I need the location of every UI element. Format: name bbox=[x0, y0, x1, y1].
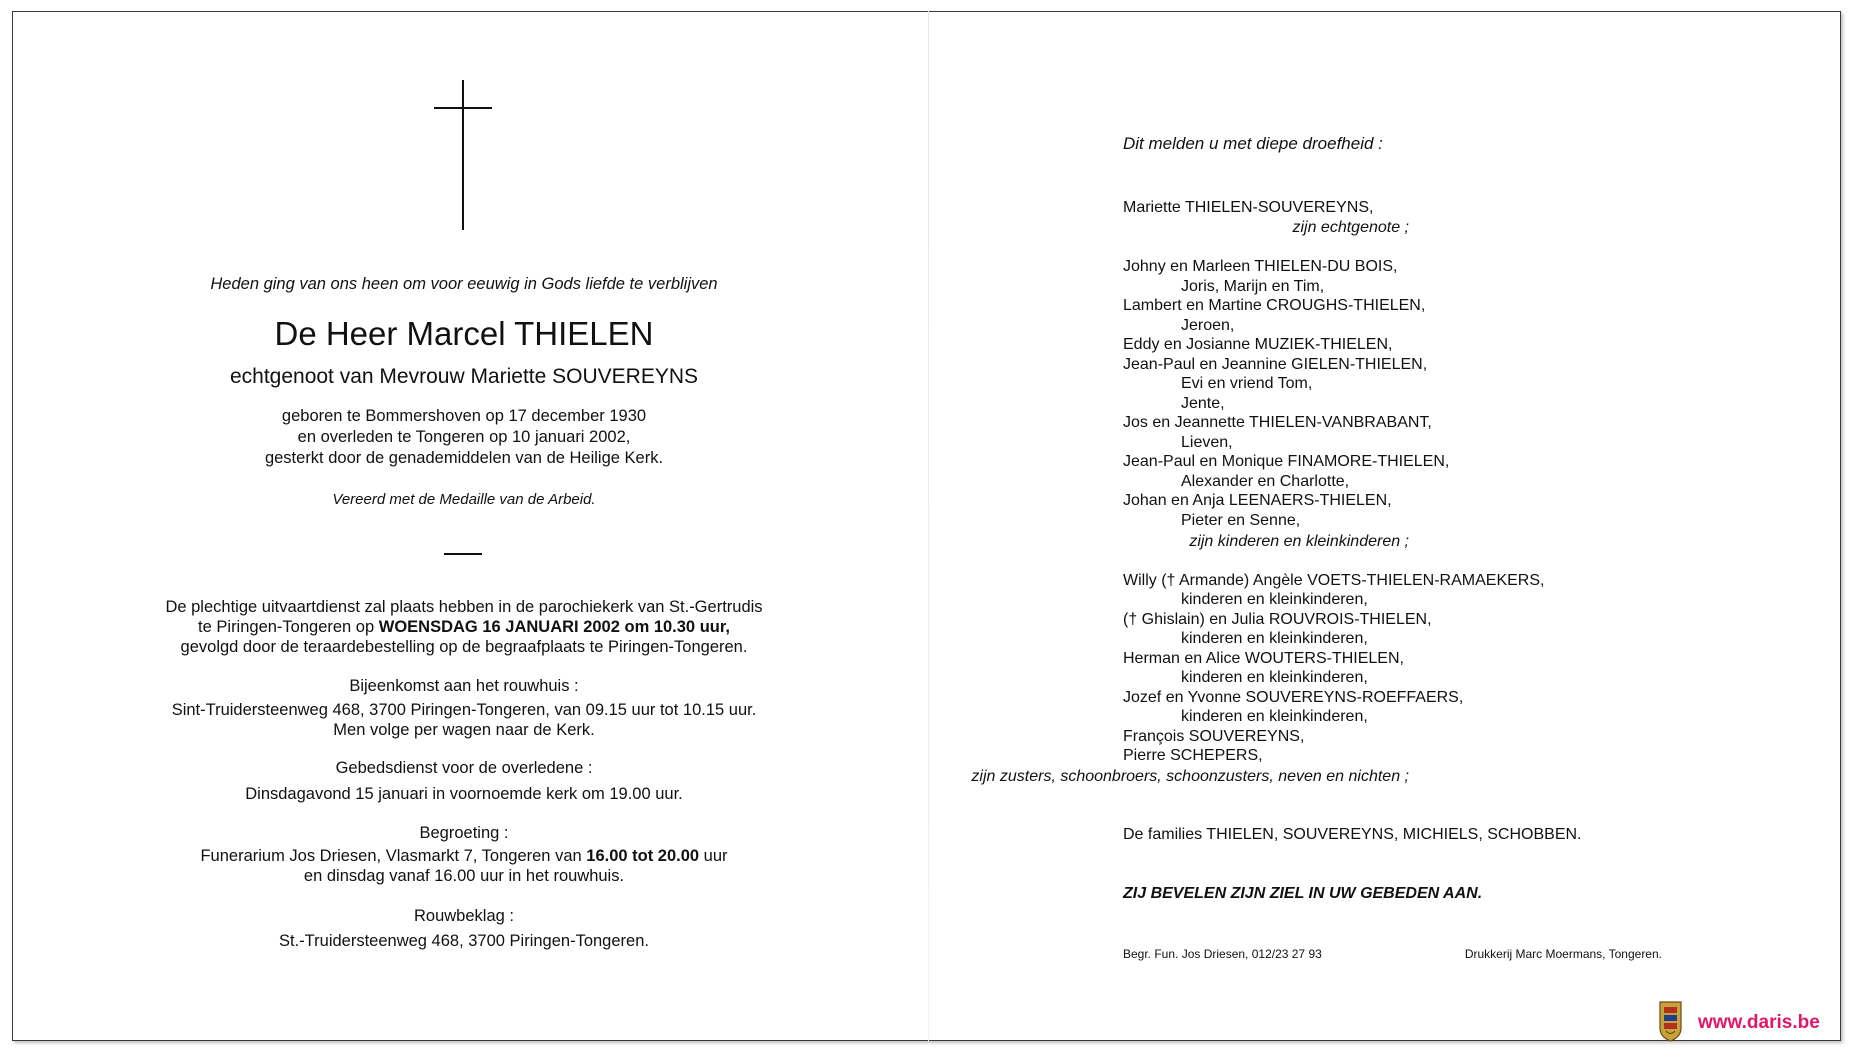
right-intro: Dit melden u met diepe droefheid : bbox=[1123, 134, 1383, 153]
intro-text: Heden ging van ons heen om voor eeuwig in Gods liefde te verblijven bbox=[210, 275, 718, 293]
sibling-line: Pierre SCHEPERS, bbox=[1123, 747, 1263, 764]
gathering-line-2: Men volge per wagen naar de Kerk. bbox=[333, 721, 595, 739]
undertaker-credit: Begr. Fun. Jos Driesen, 012/23 27 93 bbox=[1123, 947, 1322, 961]
gathering-line-1: Sint-Truidersteenweg 468, 3700 Piringen-Tongeren, van 09.15 uur tot 10.15 uur. bbox=[171, 701, 757, 719]
birth-line: geboren te Bommershoven op 17 december 1930 bbox=[281, 407, 647, 425]
divider bbox=[444, 553, 482, 555]
child-line: Jean-Paul en Jeannine GIELEN-THIELEN, bbox=[1123, 356, 1428, 373]
child-line: Johny en Marleen THIELEN-DU BOIS, bbox=[1123, 258, 1398, 275]
memorial-card bbox=[12, 11, 1841, 1041]
watermark-site: www.daris.be bbox=[1698, 1012, 1820, 1033]
child-line: Eddy en Josianne MUZIEK-THIELEN, bbox=[1123, 336, 1393, 353]
sibling-line: († Ghislain) en Julia ROUVROIS-THIELEN, bbox=[1123, 611, 1432, 628]
child-line: Lambert en Martine CROUGHS-THIELEN, bbox=[1123, 297, 1426, 314]
card-fold-line bbox=[928, 11, 929, 1041]
cross-icon bbox=[434, 80, 492, 230]
deceased-name: De Heer Marcel THIELEN bbox=[274, 315, 654, 352]
grandchild-line: Jeroen, bbox=[1181, 317, 1235, 334]
death-line: en overleden te Tongeren op 10 januari 2002, bbox=[297, 428, 631, 446]
greeting-line-2: en dinsdag vanaf 16.00 uur in het rouwhuis. bbox=[303, 867, 625, 885]
child-line: Jos en Jeannette THIELEN-VANBRABANT, bbox=[1123, 414, 1432, 431]
siblings-role: zijn zusters, schoonbroers, schoonzusters, neven en nichten ; bbox=[971, 768, 1409, 785]
mourning-heading: Rouwbeklag : bbox=[414, 907, 514, 925]
grandchild-line: Jente, bbox=[1181, 395, 1225, 412]
wife-line: Mariette THIELEN-SOUVEREYNS, bbox=[1123, 199, 1374, 216]
sibling-line: François SOUVEREYNS, bbox=[1123, 728, 1305, 745]
grandchild-line: Lieven, bbox=[1181, 434, 1233, 451]
closing-line: ZIJ BEVELEN ZIJN ZIEL IN UW GEBEDEN AAN. bbox=[1123, 885, 1483, 902]
greeting-heading: Begroeting : bbox=[419, 824, 509, 842]
grandchild-line: Pieter en Senne, bbox=[1181, 512, 1301, 529]
mourning-line-1: St.-Truidersteenweg 468, 3700 Piringen-Tongeren. bbox=[279, 932, 649, 950]
children-role: zijn kinderen en kleinkinderen ; bbox=[1189, 533, 1409, 550]
sibling-descendants: kinderen en kleinkinderen, bbox=[1181, 630, 1368, 647]
gathering-heading: Bijeenkomst aan het rouwhuis : bbox=[349, 677, 579, 695]
prayer-heading: Gebedsdienst voor de overledene : bbox=[335, 759, 593, 777]
child-line: Jean-Paul en Monique FINAMORE-THIELEN, bbox=[1123, 453, 1450, 470]
spouse-line: echtgenoot van Mevrouw Mariette SOUVEREYNS bbox=[229, 365, 699, 388]
sibling-descendants: kinderen en kleinkinderen, bbox=[1181, 591, 1368, 608]
grandchild-line: Evi en vriend Tom, bbox=[1181, 375, 1313, 392]
prayer-line-1: Dinsdagavond 15 januari in voornoemde kerk om 19.00 uur. bbox=[245, 785, 683, 803]
sibling-descendants: kinderen en kleinkinderen, bbox=[1181, 669, 1368, 686]
sibling-line: Herman en Alice WOUTERS-THIELEN, bbox=[1123, 650, 1404, 667]
sacrament-line: gesterkt door de genademiddelen van de Heilige Kerk. bbox=[264, 449, 664, 467]
sibling-descendants: kinderen en kleinkinderen, bbox=[1181, 708, 1368, 725]
child-line: Johan en Anja LEENAERS-THIELEN, bbox=[1123, 492, 1392, 509]
honor-line: Vereerd met de Medaille van de Arbeid. bbox=[332, 491, 596, 508]
funeral-line-2: te Piringen-Tongeren op WOENSDAG 16 JANUARI 2002 om 10.30 uur, bbox=[198, 618, 730, 636]
funeral-line-1: De plechtige uitvaartdienst zal plaats hebben in de parochiekerk van St.-Gertrudis bbox=[165, 598, 763, 616]
sibling-line: Jozef en Yvonne SOUVEREYNS-ROEFFAERS, bbox=[1123, 689, 1464, 706]
sibling-line: Willy († Armande) Angèle VOETS-THIELEN-RAMAEKERS, bbox=[1123, 572, 1545, 589]
grandchild-line: Alexander en Charlotte, bbox=[1181, 473, 1350, 490]
families-line: De families THIELEN, SOUVEREYNS, MICHIELS, SCHOBBEN. bbox=[1123, 826, 1582, 843]
wife-role: zijn echtgenote ; bbox=[1292, 219, 1409, 236]
funeral-line-3: gevolgd door de teraardebestelling op de begraafplaats te Piringen-Tongeren. bbox=[180, 638, 748, 656]
printer-credit: Drukkerij Marc Moermans, Tongeren. bbox=[1464, 947, 1662, 961]
grandchild-line: Joris, Marijn en Tim, bbox=[1181, 278, 1325, 295]
daris-logo-icon bbox=[1657, 1000, 1684, 1042]
greeting-line-1: Funerarium Jos Driesen, Vlasmarkt 7, Tongeren van 16.00 tot 20.00 uur bbox=[200, 847, 728, 865]
